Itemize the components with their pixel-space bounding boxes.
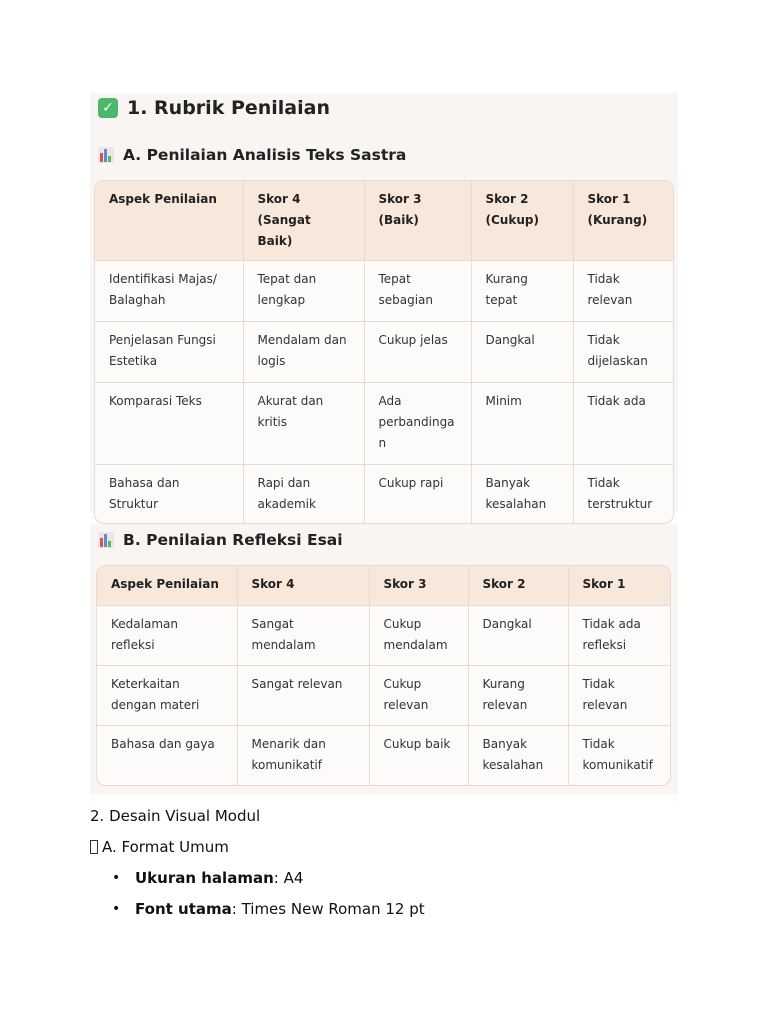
- list-item: [90, 866, 425, 897]
- table-cell: Tidak komunikatif: [582, 737, 653, 772]
- missing-glyph-icon: [90, 840, 98, 854]
- table-row: [95, 261, 673, 322]
- table-cell: Cukup rapi: [364, 465, 471, 524]
- rubric-panel-a: [90, 93, 678, 512]
- table-cell: Tidak relevan: [568, 666, 670, 726]
- table-cell: Akurat dan kritis: [243, 383, 364, 465]
- section-2-title: 2. Desain Visual Modul: [90, 807, 261, 825]
- list-item: [90, 897, 425, 928]
- table-cell: Ada perbandinga n: [364, 383, 471, 465]
- table-b-heading: [98, 531, 343, 549]
- table-cell: Bahasa dan Struktur: [95, 465, 243, 524]
- table-cell: Banyak kesalahan: [468, 726, 568, 786]
- table-cell: Bahasa dan gaya: [97, 726, 237, 786]
- list-item-value: : A4: [273, 869, 304, 887]
- header-cell: Skor 4: [237, 566, 369, 606]
- table-cell: Tidak terstruktur: [587, 476, 653, 511]
- section-title: [98, 97, 330, 119]
- table-cell: Dangkal: [471, 322, 573, 383]
- table-cell: Tepat sebagian: [364, 261, 471, 322]
- table-cell: Tidak relevan: [573, 261, 673, 322]
- table-cell: Rapi dan akademik: [243, 465, 364, 524]
- table-cell: Dangkal: [468, 606, 568, 666]
- table-b-heading-text: B. Penilaian Refleksi Esai: [123, 531, 343, 549]
- table-cell: Kurang tepat: [471, 261, 573, 322]
- table-a-heading-text: A. Penilaian Analisis Teks Sastra: [123, 146, 407, 164]
- list-item-label: Font utama: [135, 900, 232, 918]
- table-row: [97, 606, 670, 666]
- rubric-panel-b: [90, 524, 678, 794]
- table-row: [97, 666, 670, 726]
- table-cell: Cukup baik: [369, 726, 468, 786]
- table-cell: Minim: [471, 383, 573, 465]
- table-cell: Mendalam dan logis: [243, 322, 364, 383]
- table-header-row: [97, 566, 670, 606]
- bar-chart-icon: [98, 532, 114, 548]
- table-cell: Komparasi Teks: [95, 383, 243, 465]
- table-row: [95, 322, 673, 383]
- table-cell: Kedalaman refleksi: [97, 606, 237, 666]
- list-item-value: : Times New Roman 12 pt: [231, 900, 425, 918]
- bar-chart-icon: [98, 147, 114, 163]
- table-cell: Menarik dan komunikatif: [237, 726, 369, 786]
- header-cell: Skor 3 (Baik): [364, 181, 471, 261]
- header-cell: Skor 4 (Sangat Baik): [243, 181, 364, 261]
- table-row: [97, 726, 670, 786]
- table-cell: Cukup relevan: [369, 666, 468, 726]
- table-cell: Sangat relevan: [237, 666, 369, 726]
- format-list: [90, 866, 425, 928]
- header-cell: Skor 2 (Cukup): [471, 181, 573, 261]
- table-cell: Kurang relevan: [468, 666, 568, 726]
- header-cell: Aspek Penilaian: [97, 566, 237, 606]
- table-cell: Identifikasi Majas/ Balaghah: [95, 261, 243, 322]
- table-cell: Cukup mendalam: [369, 606, 468, 666]
- header-cell: Aspek Penilaian: [95, 181, 243, 261]
- section-title-text: 1. Rubrik Penilaian: [127, 97, 330, 119]
- table-cell: Tidak ada refleksi: [568, 606, 670, 666]
- list-item-label: Ukuran halaman: [135, 869, 274, 887]
- table-cell: Sangat mendalam: [237, 606, 369, 666]
- check-mark-icon: ✓: [98, 98, 118, 118]
- table-header-row: [95, 181, 673, 261]
- header-cell: Skor 1 (Kurang): [573, 181, 673, 261]
- table-a-heading: [98, 146, 406, 164]
- table-cell: Tepat dan lengkap: [243, 261, 364, 322]
- table-cell: Banyak kesalahan: [471, 465, 573, 524]
- table-cell: Keterkaitan dengan materi: [97, 666, 237, 726]
- table-a: [94, 180, 674, 524]
- section-2-subheading: [90, 838, 229, 856]
- header-cell: Skor 2: [468, 566, 568, 606]
- section-2-subheading-text: A. Format Umum: [102, 838, 229, 856]
- table-cell: Tidak dijelaskan: [573, 322, 673, 383]
- table-row: [95, 465, 673, 524]
- table-cell: Penjelasan Fungsi Estetika: [95, 322, 243, 383]
- table-b: [96, 565, 671, 786]
- table-cell: Cukup jelas: [364, 322, 471, 383]
- header-cell: Skor 3: [369, 566, 468, 606]
- table-cell: Tidak ada: [573, 383, 673, 465]
- table-row: [95, 383, 673, 465]
- header-cell: Skor 1: [568, 566, 670, 606]
